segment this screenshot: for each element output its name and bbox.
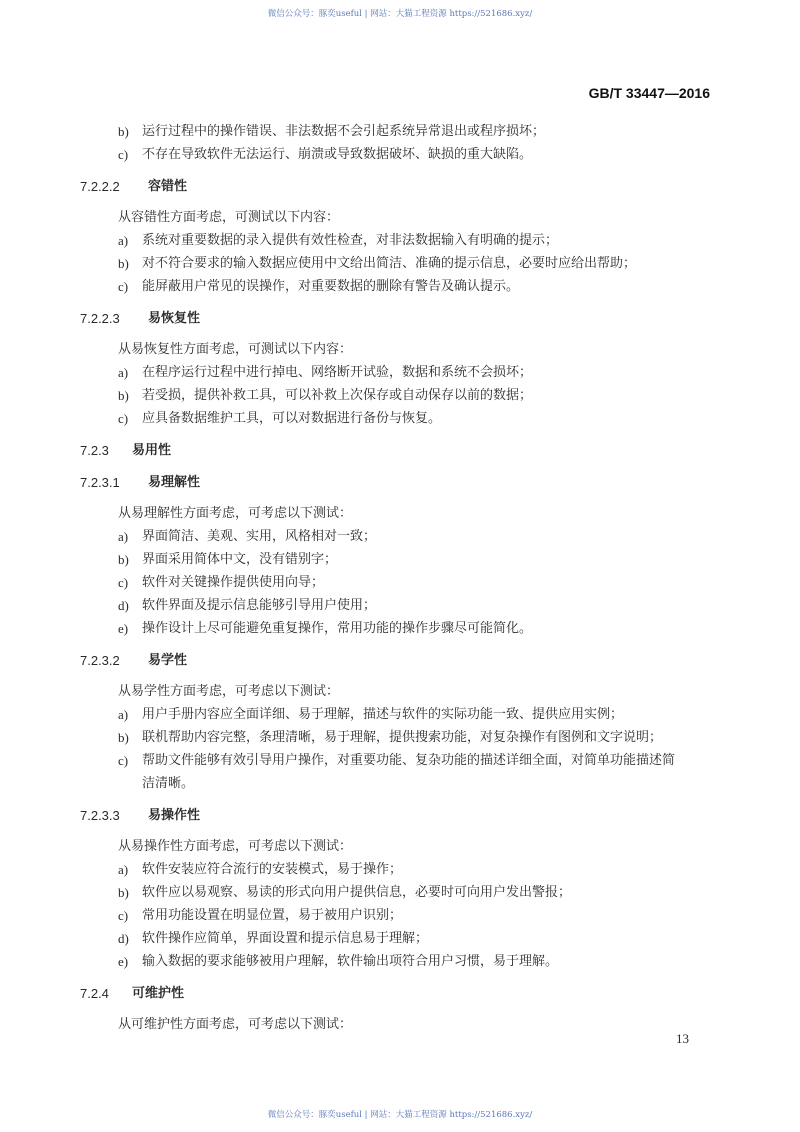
list-item [80, 229, 720, 252]
section-title: 易理解性 [148, 475, 201, 490]
list-item [80, 571, 720, 594]
item-label: c) [118, 908, 129, 923]
item-label: b) [118, 552, 129, 567]
item-label: a) [118, 529, 129, 544]
item-text: 软件应以易观察、易读的形式向用户提供信息，必要时可向用户发出警报； [142, 885, 572, 900]
standard-number: GB/T 33447—2016 [588, 85, 710, 101]
item-label: b) [118, 885, 129, 900]
item-text: 软件操作应简单，界面设置和提示信息易于理解； [142, 931, 429, 946]
item-text: 软件安装应符合流行的安装模式，易于操作； [142, 862, 403, 877]
section-number: 7.2.3.3 [80, 808, 120, 823]
item-text: 界面简洁、美观、实用，风格相对一致； [142, 529, 377, 544]
item-text: 若受损，提供补救工具，可以补救上次保存或自动保存以前的数据； [142, 388, 533, 403]
section-title: 易学性 [148, 653, 188, 668]
item-text: 应具备数据维护工具，可以对数据进行备份与恢复。 [142, 411, 442, 426]
intro-text: 从容错性方面考虑，可测试以下内容： [118, 210, 340, 225]
section-heading [80, 982, 720, 1005]
section-heading [80, 175, 720, 198]
list-item [80, 143, 720, 166]
section-heading [80, 471, 720, 494]
item-text: 系统对重要数据的录入提供有效性检查，对非法数据输入有明确的提示； [142, 233, 559, 248]
item-text: 软件对关键操作提供使用向导； [142, 575, 325, 590]
list-item [80, 594, 720, 617]
list-item [80, 950, 720, 973]
section-number: 7.2.3.1 [80, 475, 120, 490]
item-label: a) [118, 233, 129, 248]
list-item [80, 252, 720, 275]
section-title: 易恢复性 [148, 311, 201, 326]
section-number: 7.2.2.2 [80, 179, 120, 194]
list-item [80, 703, 720, 726]
section-number: 7.2.2.3 [80, 311, 120, 326]
item-label: e) [118, 621, 129, 636]
section-heading [80, 649, 720, 672]
item-label: c) [118, 411, 129, 426]
list-item [80, 384, 720, 407]
section-number: 7.2.3 [80, 443, 109, 458]
item-text: 帮助文件能够有效引导用户操作，对重要功能、复杂功能的描述详细全面，对简单功能描述简 [142, 753, 676, 768]
item-label: b) [118, 730, 129, 745]
item-label: c) [118, 279, 129, 294]
list-item [80, 904, 720, 927]
section-s6 [80, 804, 720, 973]
list-item [80, 858, 720, 881]
item-text: 软件界面及提示信息能够引导用户使用； [142, 598, 377, 613]
intro-text: 从易理解性方面考虑，可考虑以下测试： [118, 506, 353, 521]
section-s0 [80, 120, 720, 166]
item-label: c) [118, 575, 129, 590]
page-number: 13 [676, 1031, 689, 1046]
section-s4 [80, 471, 720, 640]
section-s5 [80, 649, 720, 795]
item-text: 操作设计上尽可能避免重复操作，常用功能的操作步骤尽可能简化。 [142, 621, 533, 636]
section-s1 [80, 175, 720, 298]
item-label: b) [118, 388, 129, 403]
document-body [80, 120, 720, 1036]
item-label: c) [118, 147, 129, 162]
item-text: 界面采用简体中文，没有错别字； [142, 552, 338, 567]
list-item [80, 881, 720, 904]
item-label: d) [118, 931, 129, 946]
item-label: e) [118, 954, 129, 969]
item-text: 运行过程中的操作错误、非法数据不会引起系统异常退出或程序损坏； [142, 124, 546, 139]
item-label: b) [118, 256, 129, 271]
list-item [80, 275, 720, 298]
list-item [80, 407, 720, 430]
list-item [80, 726, 720, 749]
item-text: 输入数据的要求能够被用户理解，软件输出项符合用户习惯，易于理解。 [142, 954, 559, 969]
list-item [80, 749, 720, 772]
item-label: d) [118, 598, 129, 613]
item-text: 对不符合要求的输入数据应使用中文给出简洁、准确的提示信息，必要时应给出帮助； [142, 256, 637, 271]
list-item [80, 525, 720, 548]
section-heading [80, 439, 720, 462]
item-label: a) [118, 862, 129, 877]
item-label: a) [118, 707, 129, 722]
item-text: 不存在导致软件无法运行、崩溃或导致数据破坏、缺损的重大缺陷。 [142, 147, 533, 162]
item-continuation: 洁清晰。 [142, 776, 195, 791]
item-text: 联机帮助内容完整，条理清晰，易于理解，提供搜索功能，对复杂操作有图例和文字说明； [142, 730, 663, 745]
section-s3 [80, 439, 720, 462]
item-text: 用户手册内容应全面详细、易于理解，描述与软件的实际功能一致、提供应用实例； [142, 707, 624, 722]
list-item [80, 927, 720, 950]
section-s2 [80, 307, 720, 430]
intro-text: 从易学性方面考虑，可考虑以下测试： [118, 684, 340, 699]
section-heading [80, 804, 720, 827]
item-text: 常用功能设置在明显位置，易于被用户识别； [142, 908, 403, 923]
section-title: 容错性 [148, 179, 188, 194]
list-item [80, 361, 720, 384]
section-number: 7.2.4 [80, 986, 109, 1001]
item-text: 在程序运行过程中进行掉电、网络断开试验，数据和系统不会损坏； [142, 365, 533, 380]
list-item [80, 548, 720, 571]
section-title: 易操作性 [148, 808, 201, 823]
section-s7 [80, 982, 720, 1036]
list-item [80, 120, 720, 143]
intro-text: 从易恢复性方面考虑，可测试以下内容： [118, 342, 353, 357]
intro-text: 从易操作性方面考虑，可考虑以下测试： [118, 839, 353, 854]
item-text: 能屏蔽用户常见的误操作，对重要数据的删除有警告及确认提示。 [142, 279, 520, 294]
watermark-bottom: 微信公众号：豚奕useful | 网站：大猫工程资源 https://521686.xyz/ [267, 1110, 533, 1120]
item-label: b) [118, 124, 129, 139]
list-item [80, 617, 720, 640]
section-title: 可维护性 [132, 986, 185, 1001]
section-heading [80, 307, 720, 330]
item-label: c) [118, 753, 129, 768]
item-label: a) [118, 365, 129, 380]
watermark-top: 微信公众号：豚奕useful | 网站：大猫工程资源 https://521686.xyz/ [267, 9, 533, 19]
section-number: 7.2.3.2 [80, 653, 120, 668]
section-title: 易用性 [132, 443, 172, 458]
intro-text: 从可维护性方面考虑，可考虑以下测试： [118, 1017, 353, 1032]
